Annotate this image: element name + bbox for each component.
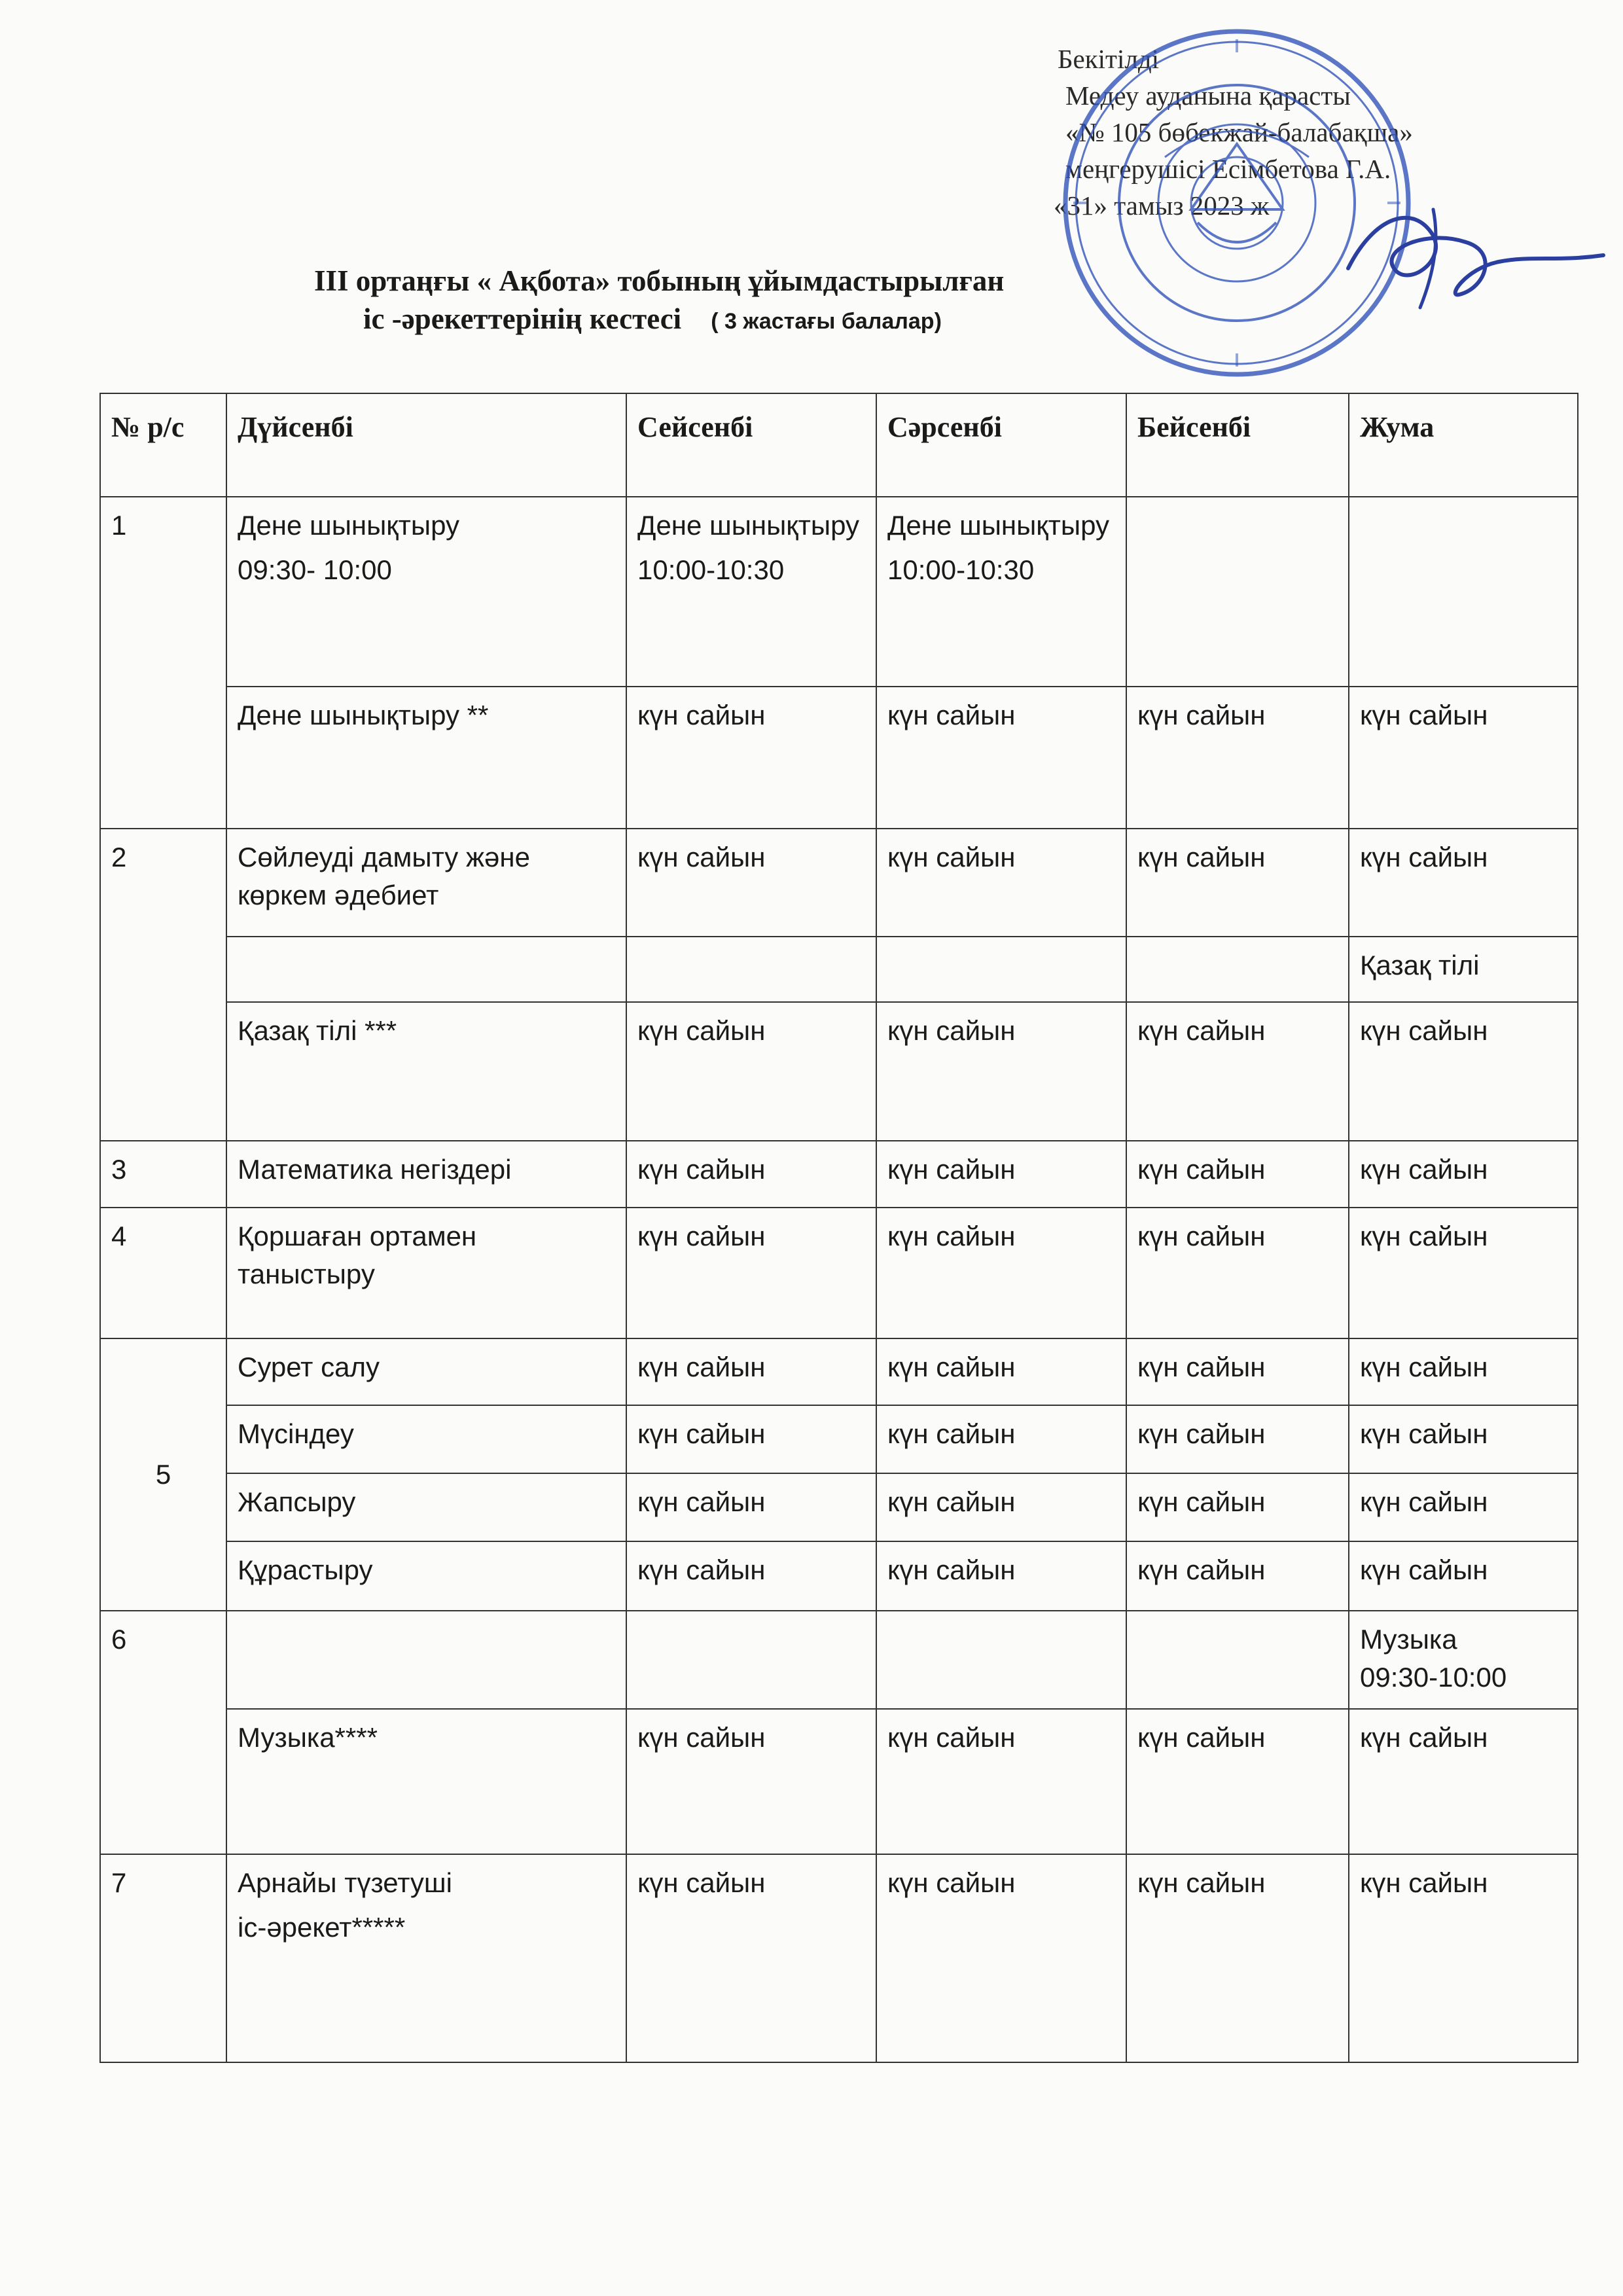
table-row <box>100 1208 1578 1338</box>
cell-wednesday: күн сайын <box>876 687 1126 829</box>
cell-tuesday: күн сайын <box>626 1473 876 1541</box>
table-row <box>100 1541 1578 1611</box>
cell-friday: күн сайын <box>1349 1541 1578 1611</box>
cell-friday: күн сайын <box>1349 1141 1578 1208</box>
table-row <box>100 937 1578 1002</box>
row-number: 4 <box>100 1208 226 1338</box>
cell-monday: Сөйлеуді дамыту және көркем әдебиет <box>226 829 626 937</box>
row-number: 7 <box>100 1854 226 2062</box>
cell-monday: Қоршаған ортамен таныстыру <box>226 1208 626 1338</box>
schedule-table <box>99 393 1578 2063</box>
row-number: 5 <box>100 1338 226 1611</box>
title-line-2 <box>314 300 1296 340</box>
cell-monday: Мүсіндеу <box>226 1405 626 1473</box>
cell-thursday <box>1126 937 1349 1002</box>
cell-wednesday: күн сайын <box>876 829 1126 937</box>
table-row <box>100 1002 1578 1141</box>
cell-friday: Қазақ тілі <box>1349 937 1578 1002</box>
cell-tuesday: күн сайын <box>626 829 876 937</box>
cell-wednesday: күн сайын <box>876 1141 1126 1208</box>
header-friday: Жума <box>1349 393 1578 497</box>
cell-tuesday: күн сайын <box>626 1709 876 1854</box>
cell-tuesday: күн сайын <box>626 1854 876 2062</box>
cell-thursday: күн сайын <box>1126 1473 1349 1541</box>
cell-monday <box>226 1611 626 1709</box>
row-number: 3 <box>100 1141 226 1208</box>
cell-tuesday: күн сайын <box>626 1208 876 1338</box>
cell-time: 10:00-10:30 <box>637 554 785 585</box>
table-row <box>100 1405 1578 1473</box>
table-row <box>100 1611 1578 1709</box>
table-row <box>100 1338 1578 1405</box>
cell-wednesday <box>876 937 1126 1002</box>
cell-monday: Қазақ тілі *** <box>226 1002 626 1141</box>
cell-friday: күн сайын <box>1349 1473 1578 1541</box>
cell-tuesday: күн сайын <box>626 1541 876 1611</box>
row-number: 1 <box>100 497 226 829</box>
cell-wednesday: күн сайын <box>876 1338 1126 1405</box>
cell-tuesday: күн сайын <box>626 1002 876 1141</box>
cell-friday <box>1349 1611 1578 1709</box>
cell-friday <box>1349 497 1578 687</box>
cell-thursday: күн сайын <box>1126 1338 1349 1405</box>
approval-line-3: «№ 105 бөбекжай-балабақша» <box>1065 117 1413 147</box>
cell-wednesday <box>876 497 1126 687</box>
table-header-row <box>100 393 1578 497</box>
cell-wednesday <box>876 1611 1126 1709</box>
title-line-1: ІІІ ортаңғы « Ақбота» тобының ұйымдастырылған <box>314 264 1005 297</box>
cell-thursday: күн сайын <box>1126 1541 1349 1611</box>
cell-subject-line-2: іс-әрекет***** <box>238 1912 406 1943</box>
age-note: ( 3 жастағы балалар) <box>711 309 942 334</box>
approval-line-1: Бекітілді <box>1058 44 1160 74</box>
header-wednesday: Сәрсенбі <box>876 393 1126 497</box>
title-line-2-text: іс -әрекеттерінің кестесі <box>363 302 682 335</box>
cell-thursday <box>1126 497 1349 687</box>
table-row <box>100 1709 1578 1854</box>
table-row <box>100 829 1578 937</box>
cell-thursday: күн сайын <box>1126 1002 1349 1141</box>
header-number: № р/с <box>100 393 226 497</box>
cell-tuesday: күн сайын <box>626 1141 876 1208</box>
cell-monday <box>226 937 626 1002</box>
cell-monday: Жапсыру <box>226 1473 626 1541</box>
cell-subject: Дене шынықтыру <box>637 510 859 541</box>
cell-subject: Дене шынықтыру <box>887 510 1109 541</box>
cell-wednesday: күн сайын <box>876 1541 1126 1611</box>
cell-wednesday: күн сайын <box>876 1854 1126 2062</box>
cell-tuesday: күн сайын <box>626 1405 876 1473</box>
cell-wednesday: күн сайын <box>876 1405 1126 1473</box>
cell-thursday: күн сайын <box>1126 687 1349 829</box>
cell-friday: күн сайын <box>1349 1208 1578 1338</box>
cell-monday: Құрастыру <box>226 1541 626 1611</box>
table-row <box>100 1141 1578 1208</box>
cell-tuesday <box>626 937 876 1002</box>
cell-time: 10:00-10:30 <box>887 554 1035 585</box>
document-title <box>314 262 1296 340</box>
table-row <box>100 497 1578 687</box>
cell-friday: күн сайын <box>1349 1709 1578 1854</box>
cell-thursday: күн сайын <box>1126 1208 1349 1338</box>
cell-friday: күн сайын <box>1349 829 1578 937</box>
cell-friday: күн сайын <box>1349 1002 1578 1141</box>
cell-tuesday: күн сайын <box>626 1338 876 1405</box>
header-tuesday: Сейсенбі <box>626 393 876 497</box>
cell-tuesday: күн сайын <box>626 687 876 829</box>
approval-line-4: меңгерушісі Есімбетова Г.А. <box>1065 154 1391 184</box>
cell-time: 09:30- 10:00 <box>238 554 392 585</box>
cell-tuesday <box>626 497 876 687</box>
cell-monday <box>226 497 626 687</box>
cell-thursday: күн сайын <box>1126 1854 1349 2062</box>
cell-thursday: күн сайын <box>1126 1709 1349 1854</box>
cell-friday: күн сайын <box>1349 1854 1578 2062</box>
table-row <box>100 1854 1578 2062</box>
header-monday: Дүйсенбі <box>226 393 626 497</box>
cell-subject: Дене шынықтыру <box>238 510 459 541</box>
cell-friday: күн сайын <box>1349 687 1578 829</box>
cell-monday: Сурет салу <box>226 1338 626 1405</box>
cell-monday <box>226 1854 626 2062</box>
table-row <box>100 687 1578 829</box>
cell-monday: Математика негіздері <box>226 1141 626 1208</box>
cell-thursday: күн сайын <box>1126 829 1349 937</box>
cell-subject: Музыка <box>1360 1624 1457 1655</box>
cell-friday: күн сайын <box>1349 1405 1578 1473</box>
approval-line-2: Медеу ауданына қарасты <box>1065 81 1351 111</box>
cell-wednesday: күн сайын <box>876 1002 1126 1141</box>
row-number: 2 <box>100 829 226 1141</box>
cell-monday: Дене шынықтыру ** <box>226 687 626 829</box>
cell-wednesday: күн сайын <box>876 1208 1126 1338</box>
cell-wednesday: күн сайын <box>876 1473 1126 1541</box>
row-number: 6 <box>100 1611 226 1854</box>
cell-wednesday: күн сайын <box>876 1709 1126 1854</box>
cell-monday: Музыка**** <box>226 1709 626 1854</box>
cell-thursday: күн сайын <box>1126 1405 1349 1473</box>
table-row <box>100 1473 1578 1541</box>
cell-thursday: күн сайын <box>1126 1141 1349 1208</box>
cell-time: 09:30-10:00 <box>1360 1662 1507 1693</box>
cell-tuesday <box>626 1611 876 1709</box>
cell-friday: күн сайын <box>1349 1338 1578 1405</box>
signature-icon <box>1335 190 1610 321</box>
header-thursday: Бейсенбі <box>1126 393 1349 497</box>
approval-line-5: «31» тамыз 2023 ж <box>1054 190 1270 221</box>
cell-thursday <box>1126 1611 1349 1709</box>
cell-subject: Арнайы түзетуші <box>238 1867 452 1898</box>
